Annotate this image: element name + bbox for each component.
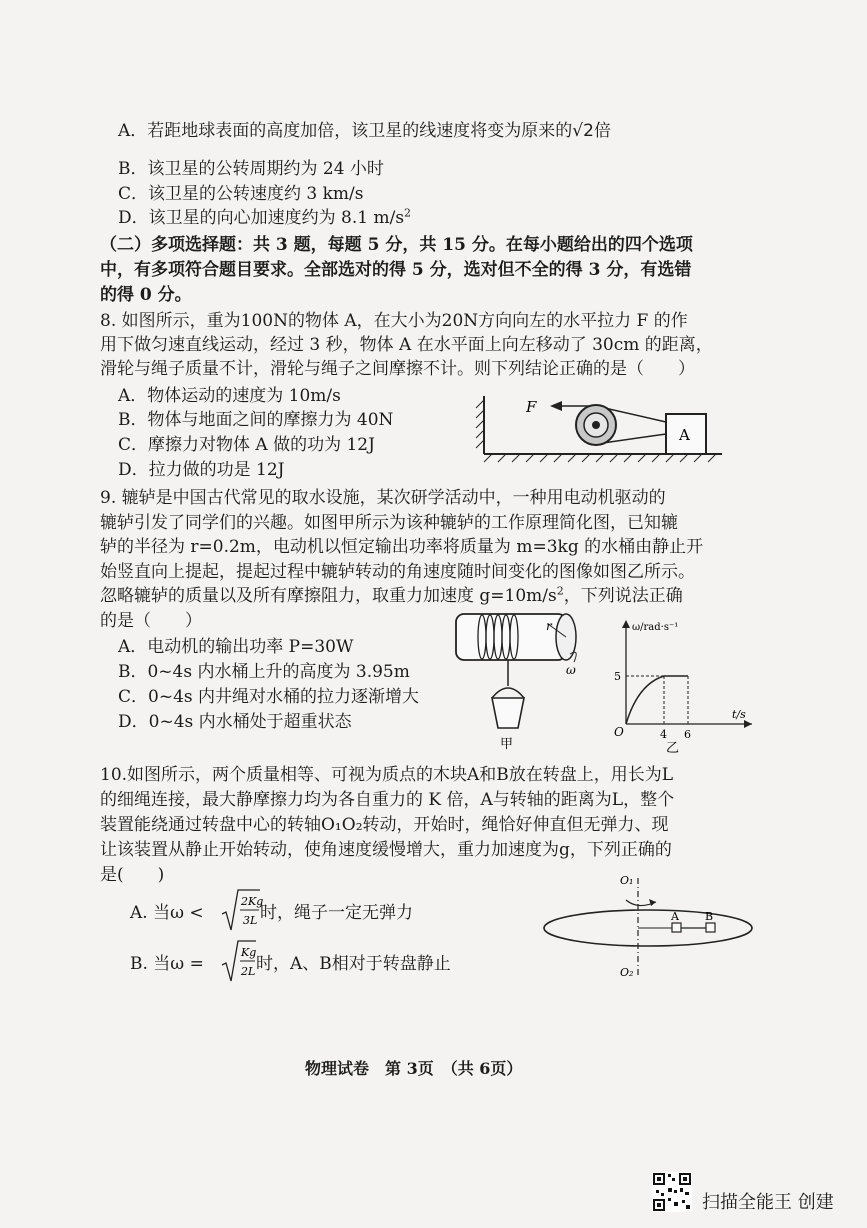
omega-curve: [626, 676, 688, 724]
graph-x-tick-4: 4: [660, 728, 667, 741]
q9-stem-line5-text: 忽略辘轳的质量以及所有摩擦阻力，取重力加速度 g=10m/s: [100, 586, 557, 606]
superscript: 2: [556, 584, 564, 598]
axis-o1-label: O₁: [620, 874, 634, 887]
graph-x-tick-6: 6: [684, 728, 691, 741]
q9-option-c: C．0~4s 内井绳对水桶的拉力逐渐增大: [118, 687, 420, 707]
q8-option-b: B．物体与地面之间的摩擦力为 40N: [118, 410, 394, 430]
q7-option-c: C．该卫星的公转速度约 3 km/s: [118, 184, 364, 204]
section2-line1: （二）多项选择题：共 3 题，每题 5 分，共 15 分。在每小题给出的四个选项: [100, 235, 693, 255]
q10-option-a-suffix: 时，绳子一定无弹力: [260, 903, 413, 923]
q10-stem-line5: 是( ): [100, 865, 165, 885]
q10-option-b-radical: [220, 939, 256, 985]
q9-stem-line6: 的是（ ）: [100, 611, 202, 631]
q8-stem-line3: 滑轮与绳子质量不计，滑轮与绳子之间摩擦不计。则下列结论正确的是（ ）: [100, 359, 695, 379]
q10-option-b-suffix: 时，A、B相对于转盘静止: [256, 954, 451, 974]
q8-option-a: A．物体运动的速度为 10m/s: [118, 386, 341, 406]
block-b-label: B: [705, 910, 714, 923]
q9-stem-line3: 轳的半径为 r=0.2m，电动机以恒定输出功率将质量为 m=3kg 的水桶由静止开: [100, 537, 704, 557]
q9-option-a: A．电动机的输出功率 P=30W: [118, 637, 354, 657]
q10-stem-line2: 的细绳连接，最大静摩擦力均为各自重力的 K 倍，A与转轴的距离为L，整个: [100, 790, 675, 810]
q10-option-a-prefix: A. 当ω <: [130, 903, 204, 923]
omega-label: ω: [566, 663, 576, 677]
page-footer: 物理试卷 第 3页 （共 6页）: [305, 1059, 523, 1078]
radical-numerator: 2Kg: [241, 895, 264, 908]
q9-omega-graph: [606, 614, 756, 754]
scanner-watermark: 扫描全能王 创建: [702, 1192, 834, 1213]
graph-origin: O: [614, 725, 624, 739]
q9-stem-line2: 辘轳引发了同学们的兴趣。如图甲所示为该种辘轳的工作原理简化图，已知辘: [100, 513, 678, 533]
q10-turntable-figure: [540, 868, 770, 988]
q8-pulley-figure: [470, 388, 730, 468]
section2-line3: 的得 0 分。: [100, 285, 192, 305]
q10-stem-line4: 让该装置从静止开始转动，使角速度缓慢增大，重力加速度为g，下列正确的: [100, 840, 672, 860]
q10-stem-line1: 10.如图所示，两个质量相等、可视为质点的木块A和B放在转盘上，用长为L: [100, 765, 674, 785]
qr-code-icon: [652, 1172, 692, 1212]
q10-stem-line3: 装置能绕通过转盘中心的转轴O₁O₂转动，开始时，绳恰好伸直但无弹力、现: [100, 815, 669, 835]
section2-line2: 中，有多项符合题目要求。全部选对的得 5 分，选对但不全的得 3 分，有选错: [100, 260, 692, 280]
q8-stem-line1: 8. 如图所示，重为100N的物体 A，在大小为20N方向向左的水平拉力 F 的作: [100, 311, 688, 331]
q10-option-a-radical: [220, 888, 264, 934]
q9-stem-line1: 9. 辘轳是中国古代常见的取水设施，某次研学活动中，一种用电动机驱动的: [100, 488, 666, 508]
q9-stem-line4: 始竖直向上提起，提起过程中辘轳转动的角速度随时间变化的图像如图乙所示。: [100, 562, 695, 582]
q8-option-c: C．摩擦力对物体 A 做的功为 12J: [118, 435, 375, 455]
block-a-label: A: [671, 910, 679, 923]
q9-stem-line5-suffix: ，下列说法正确: [563, 586, 683, 606]
block-label: A: [679, 426, 690, 444]
q7-option-b: B．该卫星的公转周期约为 24 小时: [118, 159, 384, 179]
graph-y-label: ω/rad·s⁻¹: [632, 622, 679, 633]
q9-windlass-figure: [448, 606, 588, 756]
bucket-icon: [492, 698, 524, 728]
q9-option-d: D．0~4s 内水桶处于超重状态: [118, 712, 352, 732]
radical-denominator: 3L: [243, 914, 258, 927]
q7-option-d-text: D．该卫星的向心加速度约为 8.1 m/s: [118, 208, 405, 228]
q7-option-a: [118, 120, 611, 142]
block-b: [706, 923, 715, 932]
q7-option-a-text: A．若距地球表面的高度加倍，该卫星的线速度将变为原来的: [118, 121, 573, 141]
figure-jia-label: 甲: [500, 737, 514, 752]
block-a: [672, 923, 681, 932]
graph-x-label: t/s: [732, 708, 746, 721]
q10-option-b-prefix: B. 当ω =: [130, 954, 204, 974]
graph-y-tick-5: 5: [614, 670, 621, 683]
force-label: F: [526, 398, 537, 416]
axis-o2-label: O₂: [620, 966, 634, 979]
superscript: 2: [404, 206, 412, 220]
figure-yi-label: 乙: [666, 741, 680, 756]
q7-option-a-suffix: 倍: [593, 121, 611, 141]
radical-numerator: Kg: [241, 946, 257, 959]
q7-option-d: [118, 207, 411, 229]
q9-option-b: B．0~4s 内水桶上升的高度为 3.95m: [118, 662, 410, 682]
q8-stem-line2: 用下做匀速直线运动，经过 3 秒，物体 A 在水平面上向左移动了 30cm 的距离，: [100, 335, 713, 355]
q9-stem-line5: [100, 585, 683, 607]
sqrt-two: √2: [572, 121, 594, 141]
radical-denominator: 2L: [241, 965, 256, 978]
radius-label: r: [546, 619, 552, 633]
q8-option-d: D．拉力做的功是 12J: [118, 460, 285, 480]
